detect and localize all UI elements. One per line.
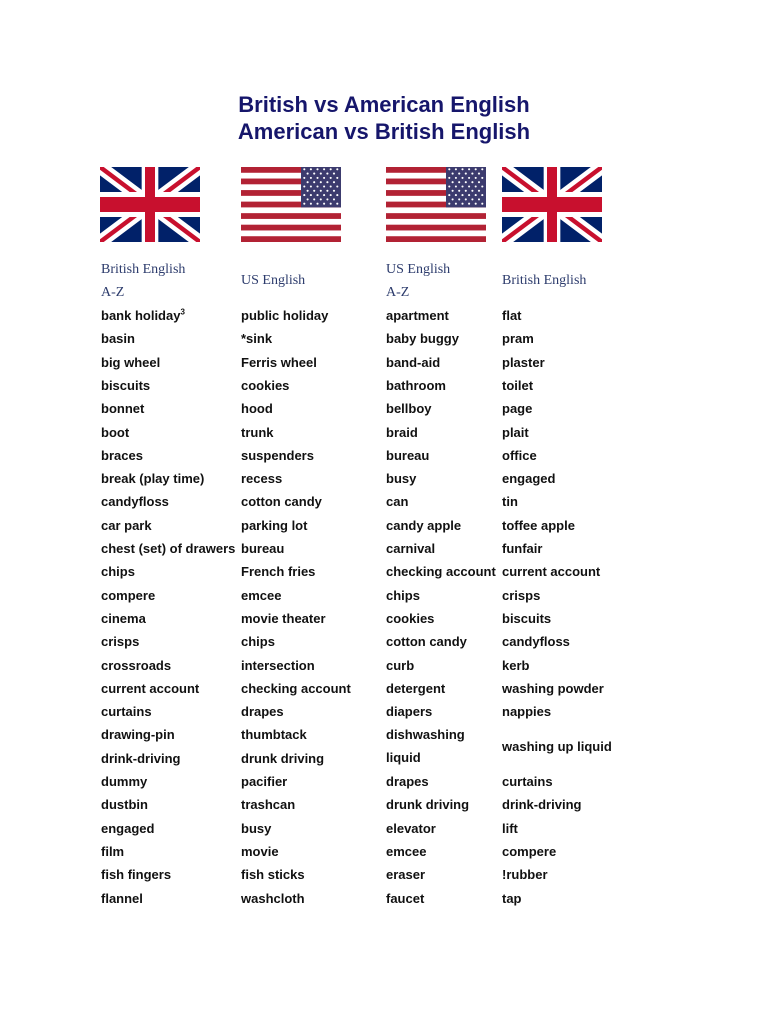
table-row (0, 770, 768, 793)
us-word: drunk driving (386, 797, 470, 813)
us-word: faucet (386, 890, 425, 906)
us-word: drunk driving (241, 750, 325, 766)
us-word: movie theater (241, 610, 326, 626)
british-word: bank holiday$^3$ (101, 307, 185, 323)
us-word: recess (241, 471, 283, 487)
british-word: big wheel (101, 354, 161, 370)
us-word: bathroom (386, 377, 446, 393)
table-row (0, 537, 768, 560)
british-word: toffee apple (502, 517, 575, 533)
table-row (0, 327, 768, 350)
british-word: office (502, 447, 537, 463)
footnote-mark: 3 (180, 307, 185, 317)
table-row (0, 863, 768, 886)
title-line-2: American vs British English (237, 119, 531, 144)
table-row (0, 793, 768, 816)
us-word: bureau (241, 541, 285, 556)
us-word: movie (241, 843, 279, 859)
british-word: flat (502, 308, 522, 323)
table-row (0, 374, 768, 397)
uk-flag-icon (100, 167, 200, 242)
british-word: break (play time) (101, 471, 205, 487)
us-word: thumbtack (241, 727, 307, 743)
us-word: eraser (386, 867, 426, 883)
table-row (0, 490, 768, 513)
british-word: drawing-pin (101, 727, 175, 743)
table-row (0, 607, 768, 630)
british-word: toilet (502, 377, 534, 393)
table-row (0, 514, 768, 537)
header-left-british-label: British English (101, 262, 186, 277)
british-word: tin (502, 494, 518, 510)
british-word: bonnet (101, 401, 145, 417)
table-row (0, 397, 768, 420)
title-line-1: British vs American English (238, 92, 530, 117)
british-word: biscuits (502, 610, 552, 626)
british-word: chips (101, 564, 135, 580)
us-word: trashcan (241, 797, 296, 813)
us-word: cookies (241, 377, 290, 393)
us-word: dishwashing (386, 727, 465, 743)
british-word: dummy (101, 774, 148, 789)
british-word: plaster (502, 354, 545, 370)
us-word: washcloth (241, 890, 305, 906)
british-word: nappies (502, 704, 552, 720)
table-row (0, 700, 768, 723)
table-row (0, 421, 768, 444)
header-right-az: A-Z (386, 285, 410, 300)
us-flag-icon (386, 167, 486, 242)
us-word: hood (241, 401, 273, 417)
us-word: curb (386, 657, 415, 673)
us-word: cookies (386, 610, 435, 626)
us-word: pacifier (241, 774, 288, 789)
british-word: crisps (502, 587, 541, 603)
table-row (0, 444, 768, 467)
us-word: busy (386, 471, 417, 487)
us-word: detergent (386, 680, 446, 696)
us-word: public holiday (241, 308, 329, 323)
british-word: drink-driving (502, 797, 582, 813)
british-word: kerb (502, 657, 530, 673)
us-word: drapes (241, 704, 284, 720)
us-word: intersection (241, 657, 315, 673)
table-row (0, 584, 768, 607)
british-word: biscuits (101, 377, 151, 393)
british-word: current account (502, 564, 601, 580)
british-word: page (502, 401, 533, 417)
british-word: current account (101, 680, 200, 696)
british-word: drink-driving (101, 750, 181, 766)
table-row (0, 723, 768, 769)
british-word: flannel (101, 890, 143, 906)
us-flag-icon (241, 167, 341, 242)
header-left-british (101, 258, 185, 304)
british-word: chest (set) of drawers (101, 541, 236, 556)
british-word: car park (101, 517, 152, 533)
british-word: funfair (502, 541, 543, 556)
table-row (0, 840, 768, 863)
british-word: curtains (101, 704, 152, 720)
british-word: compere (101, 587, 156, 603)
us-word: *sink (241, 331, 273, 347)
table-row (0, 677, 768, 700)
us-word: baby buggy (386, 331, 459, 347)
us-word: bellboy (386, 401, 432, 417)
british-word: crisps (101, 634, 140, 650)
british-word: crossroads (101, 657, 172, 673)
us-word: checking account (386, 564, 496, 580)
british-word: curtains (502, 774, 553, 789)
british-word: tap (502, 890, 522, 906)
header-right-us-label: US English (386, 262, 451, 277)
us-word: band-aid (386, 354, 441, 370)
table-row (0, 654, 768, 677)
us-word: trunk (241, 424, 274, 440)
british-word: !rubber (502, 867, 548, 883)
us-word: cotton candy (241, 494, 322, 510)
us-word: Ferris wheel (241, 354, 317, 370)
british-word: cinema (101, 610, 146, 626)
british-word: boot (101, 424, 130, 440)
british-word: plait (502, 424, 529, 440)
british-word: engaged (502, 471, 556, 487)
us-word: chips (386, 587, 420, 603)
us-word: emcee (241, 587, 282, 603)
table-row (0, 304, 768, 327)
british-word: washing up liquid (502, 739, 612, 755)
us-word: braid (386, 424, 418, 440)
british-word: washing powder (502, 680, 604, 696)
british-word: compere (502, 843, 557, 859)
us-word: suspenders (241, 447, 314, 463)
us-word: apartment (386, 308, 449, 323)
header-right-us (386, 258, 450, 304)
us-word: fish sticks (241, 867, 305, 883)
british-word: fish fingers (101, 867, 172, 883)
us-word: candy apple (386, 517, 462, 533)
us-word: drapes (386, 774, 429, 789)
british-word: candyfloss (502, 634, 570, 650)
us-word: chips (241, 634, 275, 650)
page-title (0, 91, 768, 145)
us-word: can (386, 494, 409, 510)
uk-flag-icon (502, 167, 602, 242)
us-word: elevator (386, 820, 436, 836)
british-word: braces (101, 447, 143, 463)
table-row (0, 630, 768, 653)
header-left-us: US English (241, 273, 306, 288)
british-word: lift (502, 820, 518, 836)
us-word: carnival (386, 541, 436, 556)
british-word: engaged (101, 820, 155, 836)
british-word: dustbin (101, 797, 148, 813)
table-row (0, 817, 768, 840)
us-word: cotton candy (386, 634, 467, 650)
table-row (0, 887, 768, 910)
us-word: busy (241, 820, 272, 836)
british-word: candyfloss (101, 494, 169, 510)
us-word: emcee (386, 843, 427, 859)
us-word: diapers (386, 704, 433, 720)
british-word: pram (502, 331, 534, 347)
table-row (0, 351, 768, 374)
british-word: basin (101, 331, 135, 347)
table-row (0, 560, 768, 583)
us-word: parking lot (241, 517, 308, 533)
header-left-az: A-Z (101, 285, 125, 300)
british-word: film (101, 843, 125, 859)
table-row (0, 467, 768, 490)
us-word: French fries (241, 564, 316, 580)
us-word-continued: liquid (386, 750, 421, 766)
us-word: bureau (386, 447, 430, 463)
us-word: checking account (241, 680, 351, 696)
header-right-british: British English (502, 273, 587, 288)
